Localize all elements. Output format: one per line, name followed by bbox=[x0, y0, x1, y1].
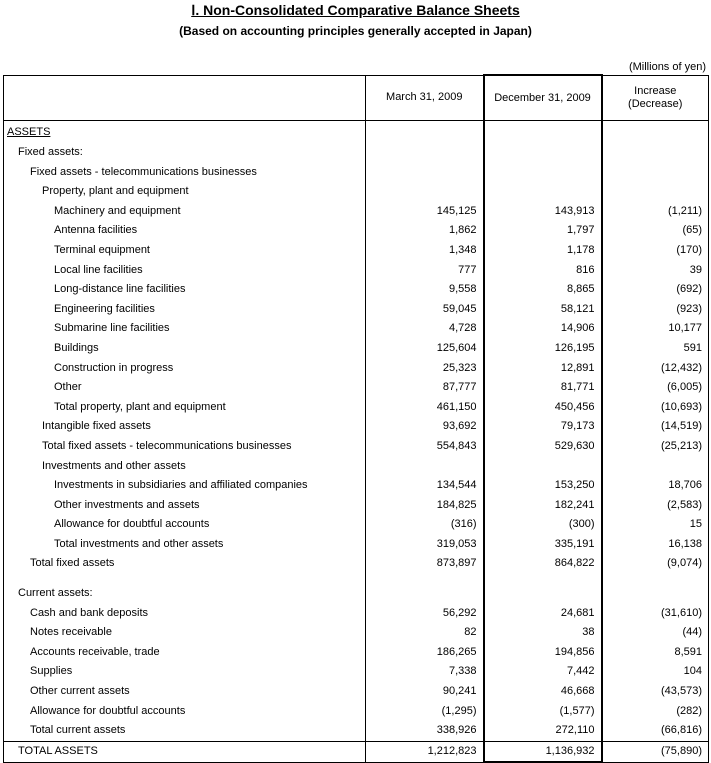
table-row bbox=[4, 682, 709, 702]
row-label: Allowance for doubtful accounts bbox=[4, 515, 366, 535]
empty-cell bbox=[366, 121, 484, 144]
empty-cell bbox=[4, 574, 366, 584]
row-label: Buildings bbox=[4, 339, 366, 359]
value-december-2009: 46,668 bbox=[484, 682, 602, 702]
table-row bbox=[4, 643, 709, 663]
value-change bbox=[602, 182, 709, 202]
value-march-2009 bbox=[366, 143, 484, 163]
table-row bbox=[4, 515, 709, 535]
value-december-2009: 38 bbox=[484, 623, 602, 643]
value-december-2009: (300) bbox=[484, 515, 602, 535]
value-december-2009: (1,577) bbox=[484, 702, 602, 722]
row-label: Total fixed assets - telecommunications businesses bbox=[4, 437, 366, 457]
row-label: Supplies bbox=[4, 662, 366, 682]
value-march-2009: 1,348 bbox=[366, 241, 484, 261]
value-march-2009: 93,692 bbox=[366, 417, 484, 437]
row-label: Terminal equipment bbox=[4, 241, 366, 261]
row-label: Allowance for doubtful accounts bbox=[4, 702, 366, 722]
value-december-2009: 1,797 bbox=[484, 221, 602, 241]
row-label: TOTAL ASSETS bbox=[4, 741, 366, 762]
page-title bbox=[0, 2, 711, 19]
value-december-2009 bbox=[484, 457, 602, 477]
row-label: Other investments and assets bbox=[4, 496, 366, 516]
value-change: (12,432) bbox=[602, 359, 709, 379]
value-change: 10,177 bbox=[602, 319, 709, 339]
value-december-2009: 272,110 bbox=[484, 721, 602, 741]
row-label: Total property, plant and equipment bbox=[4, 398, 366, 418]
value-change: 8,591 bbox=[602, 643, 709, 663]
value-change: 39 bbox=[602, 261, 709, 281]
assets-heading-row bbox=[4, 121, 709, 144]
value-march-2009: 777 bbox=[366, 261, 484, 281]
value-change: 591 bbox=[602, 339, 709, 359]
row-label: Long-distance line facilities bbox=[4, 280, 366, 300]
value-december-2009 bbox=[484, 182, 602, 202]
value-march-2009: 125,604 bbox=[366, 339, 484, 359]
table-row bbox=[4, 280, 709, 300]
value-march-2009 bbox=[366, 163, 484, 183]
balance-sheet-table bbox=[3, 74, 709, 763]
header-december-2009: December 31, 2009 bbox=[484, 75, 602, 121]
value-change bbox=[602, 163, 709, 183]
table-row bbox=[4, 662, 709, 682]
value-march-2009: 25,323 bbox=[366, 359, 484, 379]
value-change: (14,519) bbox=[602, 417, 709, 437]
value-change: (2,583) bbox=[602, 496, 709, 516]
header-increase: Increase bbox=[634, 84, 677, 97]
row-label: Machinery and equipment bbox=[4, 202, 366, 222]
value-change: (25,213) bbox=[602, 437, 709, 457]
table-row bbox=[4, 496, 709, 516]
value-december-2009: 14,906 bbox=[484, 319, 602, 339]
header-increase-decrease bbox=[602, 75, 709, 121]
value-december-2009: 864,822 bbox=[484, 554, 602, 574]
row-label: Current assets: bbox=[4, 584, 366, 604]
row-label: Investments and other assets bbox=[4, 457, 366, 477]
value-march-2009 bbox=[366, 457, 484, 477]
value-december-2009: 194,856 bbox=[484, 643, 602, 663]
row-label: Antenna facilities bbox=[4, 221, 366, 241]
table-row bbox=[4, 554, 709, 574]
value-december-2009 bbox=[484, 584, 602, 604]
value-change: (282) bbox=[602, 702, 709, 722]
value-march-2009: 90,241 bbox=[366, 682, 484, 702]
table-row bbox=[4, 476, 709, 496]
table-row bbox=[4, 202, 709, 222]
value-march-2009 bbox=[366, 584, 484, 604]
value-december-2009 bbox=[484, 143, 602, 163]
value-march-2009: 56,292 bbox=[366, 604, 484, 624]
table-row bbox=[4, 584, 709, 604]
value-march-2009: 4,728 bbox=[366, 319, 484, 339]
empty-cell bbox=[484, 121, 602, 144]
units-note: (Millions of yen) bbox=[628, 61, 706, 73]
value-december-2009: 7,442 bbox=[484, 662, 602, 682]
value-december-2009: 529,630 bbox=[484, 437, 602, 457]
row-label: Other current assets bbox=[4, 682, 366, 702]
value-change: 104 bbox=[602, 662, 709, 682]
value-march-2009: 59,045 bbox=[366, 300, 484, 320]
value-march-2009: 873,897 bbox=[366, 554, 484, 574]
row-label: Total investments and other assets bbox=[4, 535, 366, 555]
value-december-2009: 81,771 bbox=[484, 378, 602, 398]
value-march-2009: 461,150 bbox=[366, 398, 484, 418]
value-change bbox=[602, 143, 709, 163]
table-row bbox=[4, 300, 709, 320]
value-change bbox=[602, 457, 709, 477]
value-change: (923) bbox=[602, 300, 709, 320]
row-label: Property, plant and equipment bbox=[4, 182, 366, 202]
row-label: Cash and bank deposits bbox=[4, 604, 366, 624]
value-change: (65) bbox=[602, 221, 709, 241]
row-label: Engineering facilities bbox=[4, 300, 366, 320]
value-march-2009: 82 bbox=[366, 623, 484, 643]
value-march-2009: (1,295) bbox=[366, 702, 484, 722]
value-december-2009: 182,241 bbox=[484, 496, 602, 516]
value-change bbox=[602, 584, 709, 604]
table-row bbox=[4, 241, 709, 261]
value-december-2009: 1,178 bbox=[484, 241, 602, 261]
value-march-2009: (316) bbox=[366, 515, 484, 535]
table-row bbox=[4, 221, 709, 241]
value-march-2009: 7,338 bbox=[366, 662, 484, 682]
value-change: (692) bbox=[602, 280, 709, 300]
empty-cell bbox=[602, 121, 709, 144]
value-december-2009: 79,173 bbox=[484, 417, 602, 437]
table-row bbox=[4, 457, 709, 477]
value-december-2009: 1,136,932 bbox=[484, 741, 602, 762]
value-march-2009: 184,825 bbox=[366, 496, 484, 516]
row-label: Submarine line facilities bbox=[4, 319, 366, 339]
row-label: Total current assets bbox=[4, 721, 366, 741]
value-change: (6,005) bbox=[602, 378, 709, 398]
table-row bbox=[4, 741, 709, 762]
table-row bbox=[4, 535, 709, 555]
value-march-2009: 87,777 bbox=[366, 378, 484, 398]
table-row bbox=[4, 319, 709, 339]
value-december-2009: 816 bbox=[484, 261, 602, 281]
row-label: Intangible fixed assets bbox=[4, 417, 366, 437]
row-label: Notes receivable bbox=[4, 623, 366, 643]
value-change: (43,573) bbox=[602, 682, 709, 702]
row-label: Fixed assets: bbox=[4, 143, 366, 163]
value-change: (31,610) bbox=[602, 604, 709, 624]
row-label: Local line facilities bbox=[4, 261, 366, 281]
value-change: (9,074) bbox=[602, 554, 709, 574]
value-march-2009: 554,843 bbox=[366, 437, 484, 457]
table-row bbox=[4, 417, 709, 437]
table-row bbox=[4, 437, 709, 457]
table-row bbox=[4, 182, 709, 202]
value-december-2009: 450,456 bbox=[484, 398, 602, 418]
page-subtitle: (Based on accounting principles generally accepted in Japan) bbox=[179, 24, 532, 38]
table-row bbox=[4, 339, 709, 359]
row-label: Other bbox=[4, 378, 366, 398]
value-december-2009: 8,865 bbox=[484, 280, 602, 300]
value-change: (75,890) bbox=[602, 741, 709, 762]
row-label: Total fixed assets bbox=[4, 554, 366, 574]
empty-cell bbox=[602, 574, 709, 584]
table-header-row bbox=[4, 75, 709, 121]
value-march-2009: 319,053 bbox=[366, 535, 484, 555]
table-row bbox=[4, 378, 709, 398]
row-label: Fixed assets - telecommunications businesses bbox=[4, 163, 366, 183]
table-row bbox=[4, 143, 709, 163]
value-change: (1,211) bbox=[602, 202, 709, 222]
table-row bbox=[4, 261, 709, 281]
value-december-2009: 58,121 bbox=[484, 300, 602, 320]
value-march-2009: 9,558 bbox=[366, 280, 484, 300]
assets-heading: ASSETS bbox=[7, 126, 51, 138]
row-label: Construction in progress bbox=[4, 359, 366, 379]
table-row bbox=[4, 604, 709, 624]
empty-cell bbox=[366, 574, 484, 584]
header-label-cell bbox=[4, 75, 366, 121]
header-march-2009: March 31, 2009 bbox=[366, 75, 484, 121]
row-label: Accounts receivable, trade bbox=[4, 643, 366, 663]
value-march-2009: 134,544 bbox=[366, 476, 484, 496]
value-change: 15 bbox=[602, 515, 709, 535]
empty-cell bbox=[484, 574, 602, 584]
value-change: 18,706 bbox=[602, 476, 709, 496]
table-row bbox=[4, 702, 709, 722]
table-row bbox=[4, 398, 709, 418]
value-december-2009: 12,891 bbox=[484, 359, 602, 379]
spacer-row bbox=[4, 574, 709, 584]
value-change: (66,816) bbox=[602, 721, 709, 741]
table-row bbox=[4, 623, 709, 643]
value-december-2009: 143,913 bbox=[484, 202, 602, 222]
table-row bbox=[4, 359, 709, 379]
value-march-2009: 338,926 bbox=[366, 721, 484, 741]
table-row bbox=[4, 163, 709, 183]
title-text: Ⅰ. Non-Consolidated Comparative Balance Sheets bbox=[191, 2, 520, 18]
value-march-2009: 186,265 bbox=[366, 643, 484, 663]
value-change: 16,138 bbox=[602, 535, 709, 555]
value-march-2009 bbox=[366, 182, 484, 202]
value-march-2009: 1,862 bbox=[366, 221, 484, 241]
value-march-2009: 1,212,823 bbox=[366, 741, 484, 762]
value-december-2009 bbox=[484, 163, 602, 183]
value-december-2009: 24,681 bbox=[484, 604, 602, 624]
value-december-2009: 126,195 bbox=[484, 339, 602, 359]
value-december-2009: 153,250 bbox=[484, 476, 602, 496]
value-change: (44) bbox=[602, 623, 709, 643]
value-change: (10,693) bbox=[602, 398, 709, 418]
value-march-2009: 145,125 bbox=[366, 202, 484, 222]
row-label: Investments in subsidiaries and affiliated companies bbox=[4, 476, 366, 496]
value-december-2009: 335,191 bbox=[484, 535, 602, 555]
header-decrease: (Decrease) bbox=[628, 97, 683, 110]
table-row bbox=[4, 721, 709, 741]
value-change: (170) bbox=[602, 241, 709, 261]
